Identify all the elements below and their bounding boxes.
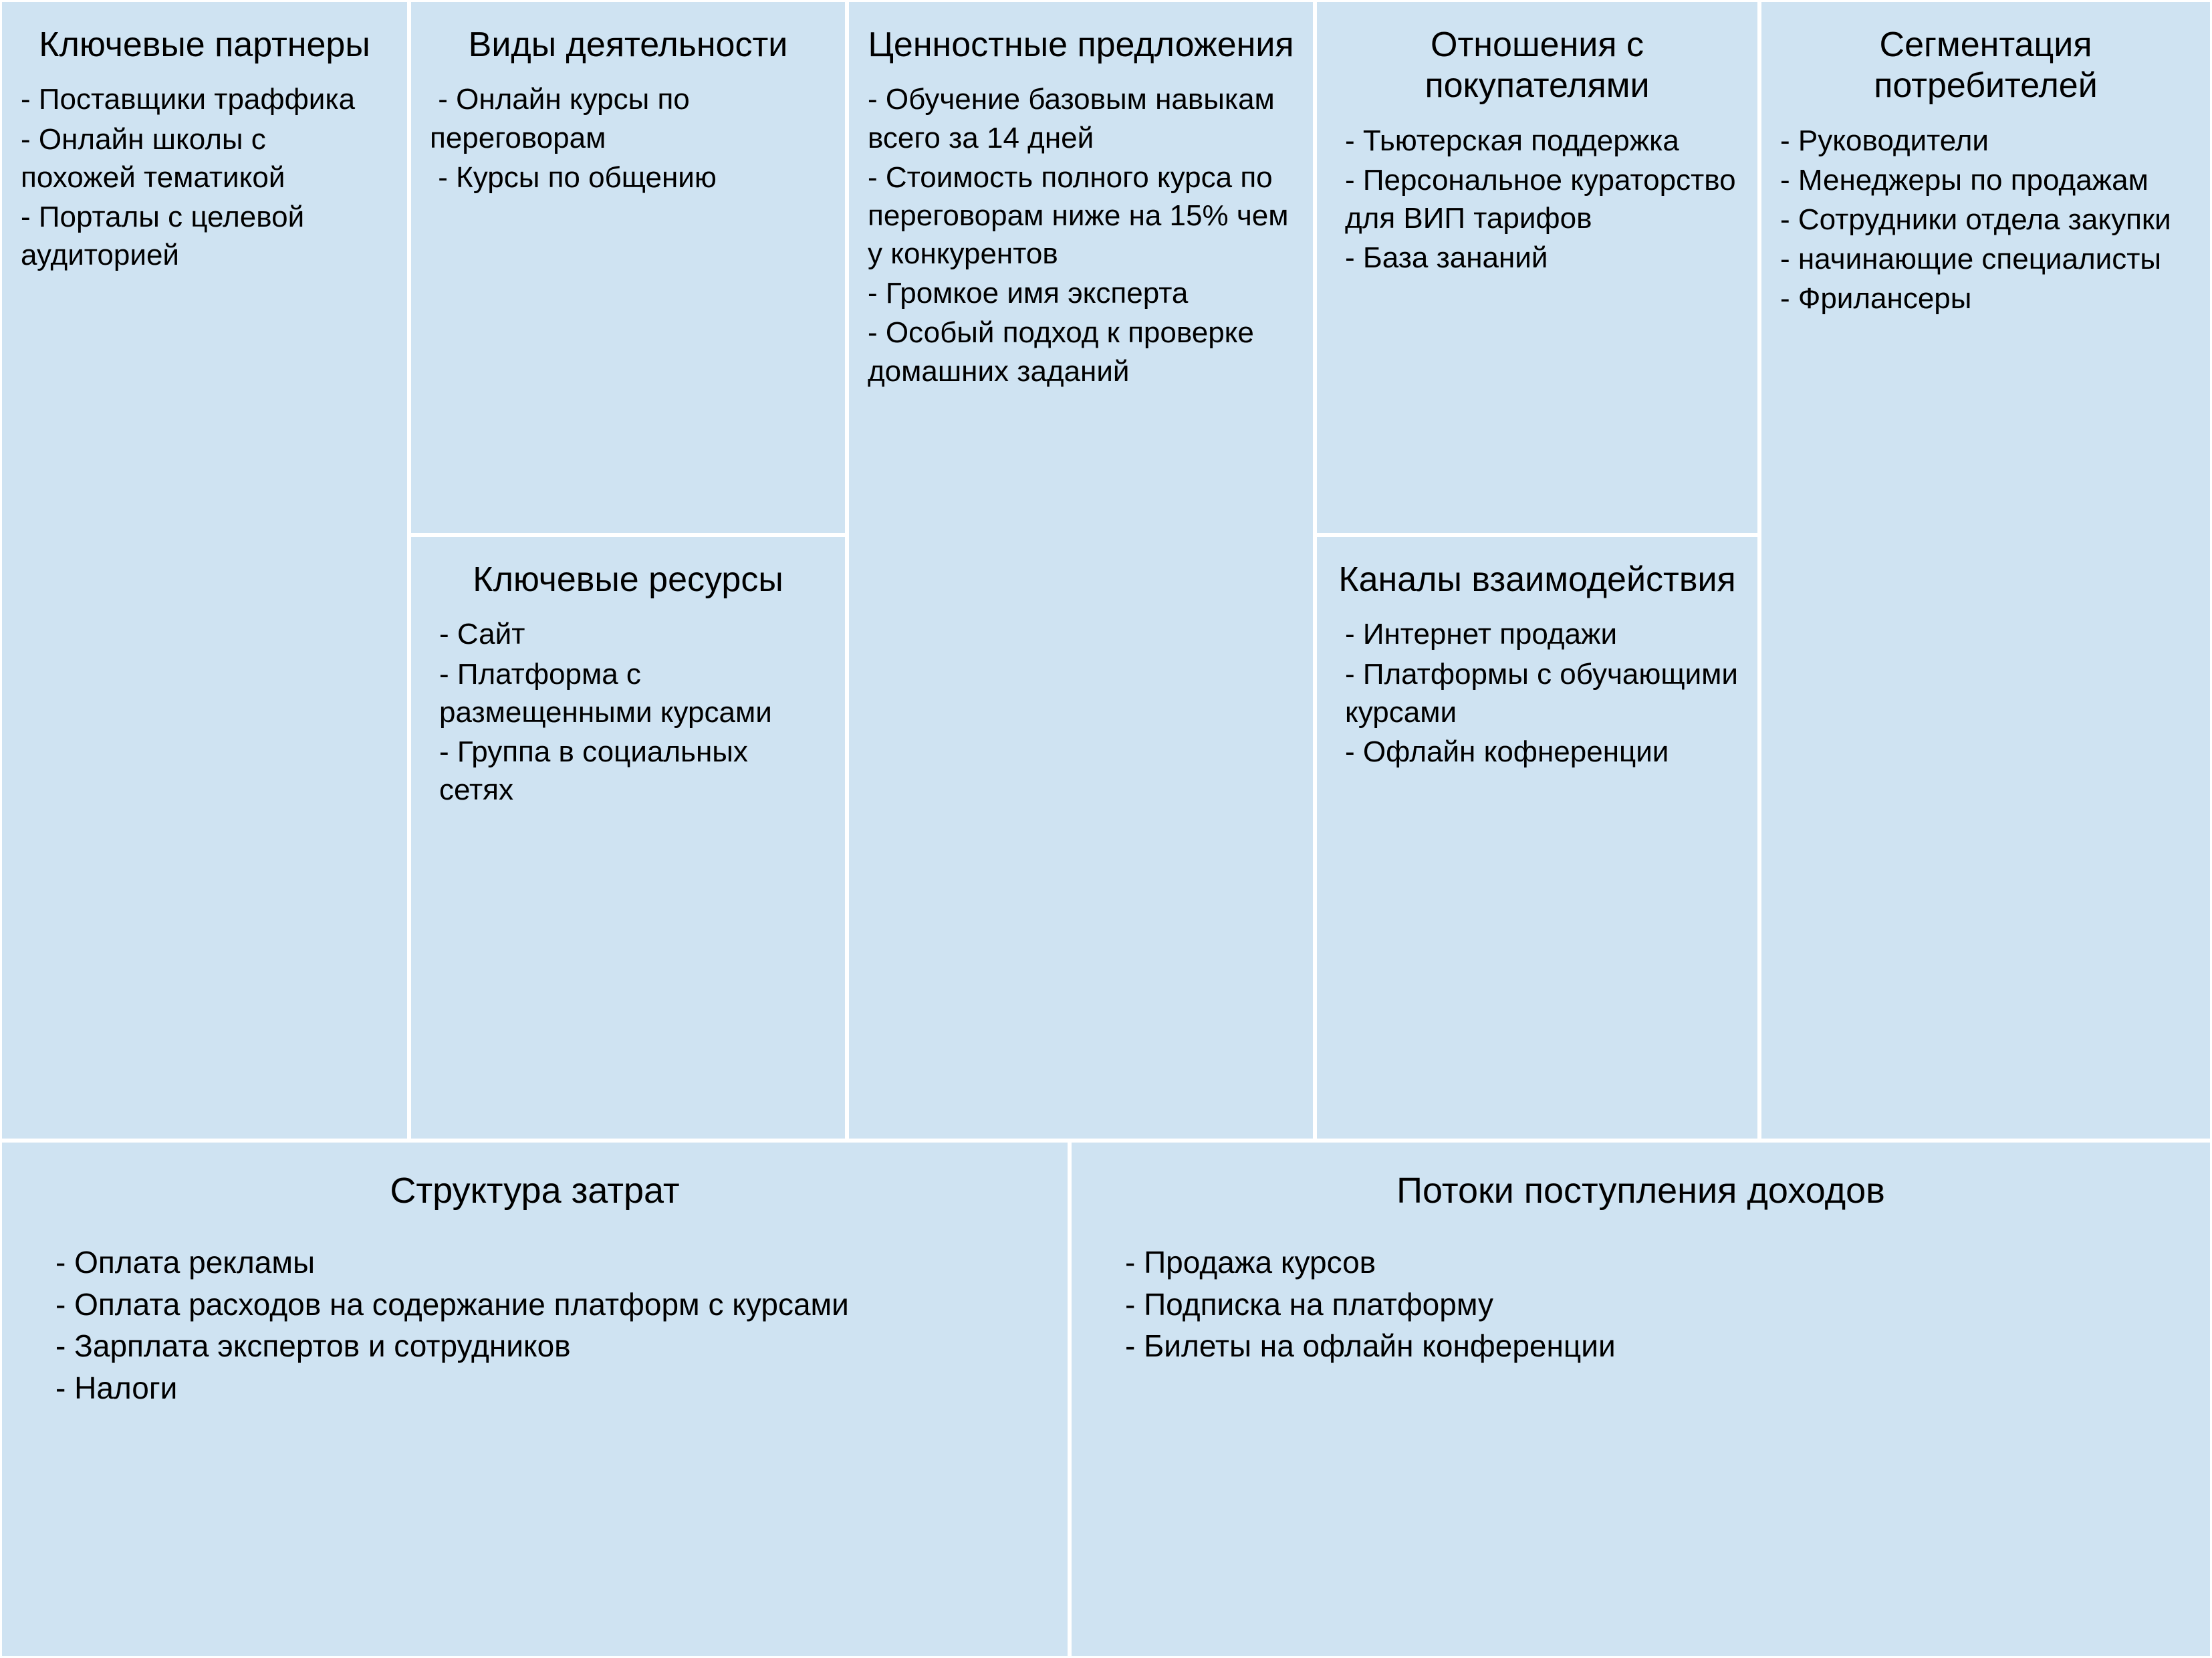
list-item: - Платформа с размещенными курсами bbox=[439, 657, 772, 729]
list-item: - начинающие специалисты bbox=[1780, 243, 2162, 276]
block-key-activities-items bbox=[430, 80, 826, 197]
block-cost-structure-items bbox=[21, 1242, 1049, 1409]
block-revenue-streams-title: Потоки поступления доходов bbox=[1396, 1171, 1885, 1211]
list-item: - Менеджеры по продажам bbox=[1780, 163, 2148, 197]
canvas-bottom-row bbox=[0, 1141, 2212, 1658]
block-cost-structure-title: Структура затрат bbox=[390, 1171, 680, 1211]
list-item: - Громкое имя эксперта bbox=[868, 277, 1189, 310]
block-key-resources bbox=[409, 535, 847, 1141]
list-item: - Налоги bbox=[55, 1370, 178, 1405]
list-item: - Интернет продажи bbox=[1345, 618, 1618, 651]
list-item: - Билеты на офлайн конференции bbox=[1125, 1328, 1616, 1364]
list-item: - Порталы с целевой аудиторией bbox=[21, 200, 313, 272]
block-value-propositions-title: Ценностные предложения bbox=[868, 25, 1294, 64]
block-customer-segments-title: Сегментация потребителей bbox=[1874, 25, 2098, 106]
column-relationships-channels bbox=[1315, 0, 1759, 1141]
list-item: - Обучение базовым навыкам всего за 14 дней bbox=[868, 83, 1283, 154]
block-value-propositions bbox=[847, 0, 1315, 1141]
block-channels bbox=[1315, 535, 1759, 1141]
block-channels-items bbox=[1336, 615, 1747, 771]
block-key-partners-title: Ключевые партнеры bbox=[39, 25, 370, 64]
block-customer-relationships-items bbox=[1336, 122, 1744, 277]
list-item: - База зананий bbox=[1345, 241, 1548, 275]
block-customer-relationships bbox=[1315, 0, 1759, 535]
list-item: - Оплата расходов на содержание платформ с курсами bbox=[55, 1286, 849, 1322]
list-item: - Офлайн кофнеренции bbox=[1345, 735, 1669, 768]
list-item: - Онлайн курсы по переговорам bbox=[430, 83, 698, 154]
column-revenue-streams bbox=[1070, 1141, 2212, 1658]
block-key-partners bbox=[0, 0, 409, 1141]
list-item: - Онлайн школы с похожей тематикой bbox=[21, 122, 285, 194]
block-customer-segments-items bbox=[1780, 122, 2191, 318]
list-item: - Сайт bbox=[439, 618, 525, 651]
column-cost-structure bbox=[0, 1141, 1070, 1658]
list-item: - Руководители bbox=[1780, 124, 1989, 157]
list-item: - Подписка на платформу bbox=[1125, 1286, 1493, 1322]
block-cost-structure bbox=[0, 1141, 1070, 1658]
block-revenue-streams bbox=[1070, 1141, 2212, 1658]
list-item: - Группа в социальных сетях bbox=[439, 735, 757, 807]
list-item: - Зарплата экспертов и сотрудников bbox=[55, 1328, 571, 1364]
column-key-partners bbox=[0, 0, 409, 1141]
block-revenue-streams-items bbox=[1090, 1242, 2191, 1367]
list-item: - Сотрудники отдела закупки bbox=[1780, 203, 2171, 237]
block-key-resources-items bbox=[430, 615, 826, 809]
block-key-activities-title: Виды деятельности bbox=[468, 25, 788, 64]
list-item: - Курсы по общению bbox=[430, 160, 717, 194]
list-item: - Персональное кураторство для ВИП тарифов bbox=[1345, 163, 1744, 235]
column-customer-segments bbox=[1759, 0, 2212, 1141]
list-item: - Особый подход к проверке домашних заданий bbox=[868, 316, 1263, 388]
column-activities-resources bbox=[409, 0, 847, 1141]
list-item: - Платформы с обучающими курсами bbox=[1345, 657, 1747, 729]
list-item: - Продажа курсов bbox=[1125, 1244, 1376, 1280]
block-customer-relationships-title: Отношения с покупателями bbox=[1425, 25, 1650, 106]
block-key-partners-items bbox=[21, 80, 388, 274]
block-channels-title: Каналы взаимодействия bbox=[1338, 560, 1736, 599]
block-key-activities bbox=[409, 0, 847, 535]
list-item: - Фрилансеры bbox=[1780, 282, 1972, 316]
column-value-propositions bbox=[847, 0, 1315, 1141]
block-customer-segments bbox=[1759, 0, 2212, 1141]
block-key-resources-title: Ключевые ресурсы bbox=[473, 560, 783, 599]
list-item: - Тьютерская поддержка bbox=[1345, 124, 1679, 157]
list-item: - Стоимость полного курса по переговорам ниже на 15% чем у конкурентов bbox=[868, 160, 1297, 271]
list-item: - Поставщики траффика bbox=[21, 83, 356, 116]
list-item: - Оплата рекламы bbox=[55, 1244, 316, 1280]
block-value-propositions-items bbox=[868, 80, 1297, 390]
